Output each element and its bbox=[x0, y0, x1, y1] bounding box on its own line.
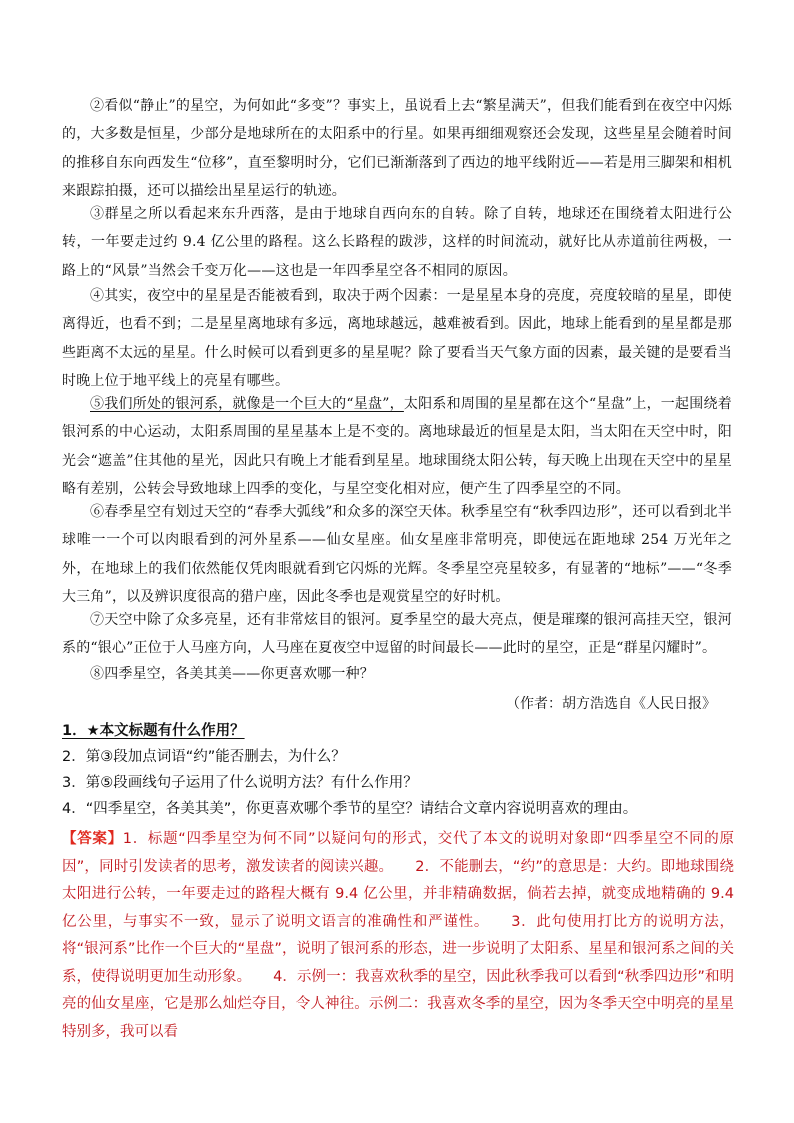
article-paragraph-7: ⑦天空中除了众多亮星，还有非常炫目的银河。夏季星空的最大亮点，便是璀璨的银河高挂天空，银河系的“银心”正位于人马座方向，人马座在夏夜空中逗留的时间最长——此时的星空，正是“群星闪耀时”。 bbox=[62, 612, 732, 657]
article-paragraph-2: ②看似“静止”的星空，为何如此“多变”？事实上，虽说看上去“繁星满天”，但我们能看到在夜空中闪烁的，大多数是恒星，少部分是地球所在的太阳系中的行星。如果再细细观察还会发现，这些星星会随着时间的推移自东向西发生“位移”，直至黎明时分，它们已渐渐落到了西边的地平线附近——若是用三脚架和相机来跟踪拍摄，还可以描绘出星星运行的轨迹。 bbox=[62, 98, 732, 200]
article-paragraph-6: ⑥春季星空有划过天空的“春季大弧线”和众多的深空天体。秋季星空有“秋季四边形”，还可以看到北半球唯一一个可以肉眼看到的河外星系——仙女星座。仙女星座非常明亮，即使远在距地球 254 万光年之外，在地球上的我们依然能仅凭肉眼就看到它闪烁的光辉。冬季星空亮星较多，有显著的“地标”——“冬季大三角”，以及辨识度很高的猎户座，因此冬季也是观赏星空的好时机。 bbox=[62, 504, 732, 606]
question-3: 3．第⑤段画线句子运用了什么说明方法？有什么作用？ bbox=[62, 775, 418, 791]
answer-4: 4．示例一：我喜欢秋季的星空，因此秋季我可以看到“秋季四边形”和明亮的仙女星座，它是那么灿烂夺目，令人神往。示例二：我喜欢冬季的星空，因为冬季天空中明亮的星星特别多，我可以看 bbox=[62, 968, 735, 1040]
question-1: 1．★本文标题有什么作用？ bbox=[62, 723, 245, 739]
question-4: 4．“四季星空，各美其美”，你更喜欢哪个季节的星空？请结合文章内容说明喜欢的理由。 bbox=[62, 801, 638, 817]
article-paragraph-3: ③群星之所以看起来东升西落，是由于地球自西向东的自转。除了自转，地球还在围绕着太阳进行公转，一年要走过约 9.4 亿公里的路程。这么长路程的跋涉，这样的时间流动，就好比从赤道前往两极，一路上的“风景”当然会千变万化——这也是一年四季星空各不相同的原因。 bbox=[62, 206, 732, 279]
question-2: 2．第③段加点词语“约”能否删去，为什么？ bbox=[62, 749, 346, 765]
article-paragraph-8: ⑧四季星空，各美其美——你更喜欢哪一种？ bbox=[90, 666, 374, 682]
paragraph-5-rest: 太阳系和周围的星星都在这个“星盘”上，一起围绕着银河系的中心运动，太阳系周围的星星基本上是不变的。离地球最近的恒星是太阳，当太阳在天空中时，阳光会“遮盖”住其他的星光，因此只有晚上才能看到星星。地球围绕太阳公转，每天晚上出现在天空中的星星略有差别，公转会导致地球上四季的变化，与星空变化相对应，便产生了四季星空的不同。 bbox=[62, 396, 732, 498]
underlined-sentence: ⑤我们所处的银河系，就像是一个巨大的“星盘”， bbox=[90, 396, 404, 412]
answer-3: 3．此句使用打比方的说明方法，将“银河系”比作一个巨大的“星盘”，说明了银河系的形态，进一步说明了太阳系、星星和银河系之间的关系，使得说明更加生动形象。 bbox=[62, 913, 735, 985]
answer-1: 1．标题“四季星空为何不同”以疑问句的形式，交代了本文的说明对象即“四季星空不同的原因”，同时引发读者的思考，激发读者的阅读兴趣。 bbox=[62, 831, 734, 875]
article-paragraph-5 bbox=[62, 390, 732, 504]
article-paragraph-4: ④其实，夜空中的星星是否能被看到，取决于两个因素：一是星星本身的亮度，亮度较暗的星星，即使离得近，也看不到；二是星星离地球有多远，离地球越远，越难被看到。因此，地球上能看到的星星都是那些距离不太远的星星。什么时候可以看到更多的星星呢？除了要看当天气象方面的因素，最关键的是要看当时晚上位于地平线上的亮星有哪些。 bbox=[62, 288, 732, 390]
question-list bbox=[62, 718, 734, 822]
answer-2: 2．不能删去，“约”的意思是：大约。即地球围绕太阳进行公转，一年要走过的路程大概有 9.4 亿公里，并非精确数据，倘若去掉，就变成地精确的 9.4 亿公里，与事实不一致，显示了说明文语言的准确性和严谨性。 bbox=[62, 858, 734, 930]
answer-block bbox=[62, 826, 734, 1046]
answer-label: 【答案】 bbox=[62, 831, 123, 847]
article-attribution: （作者：胡方浩选自《人民日报》 bbox=[506, 696, 716, 712]
